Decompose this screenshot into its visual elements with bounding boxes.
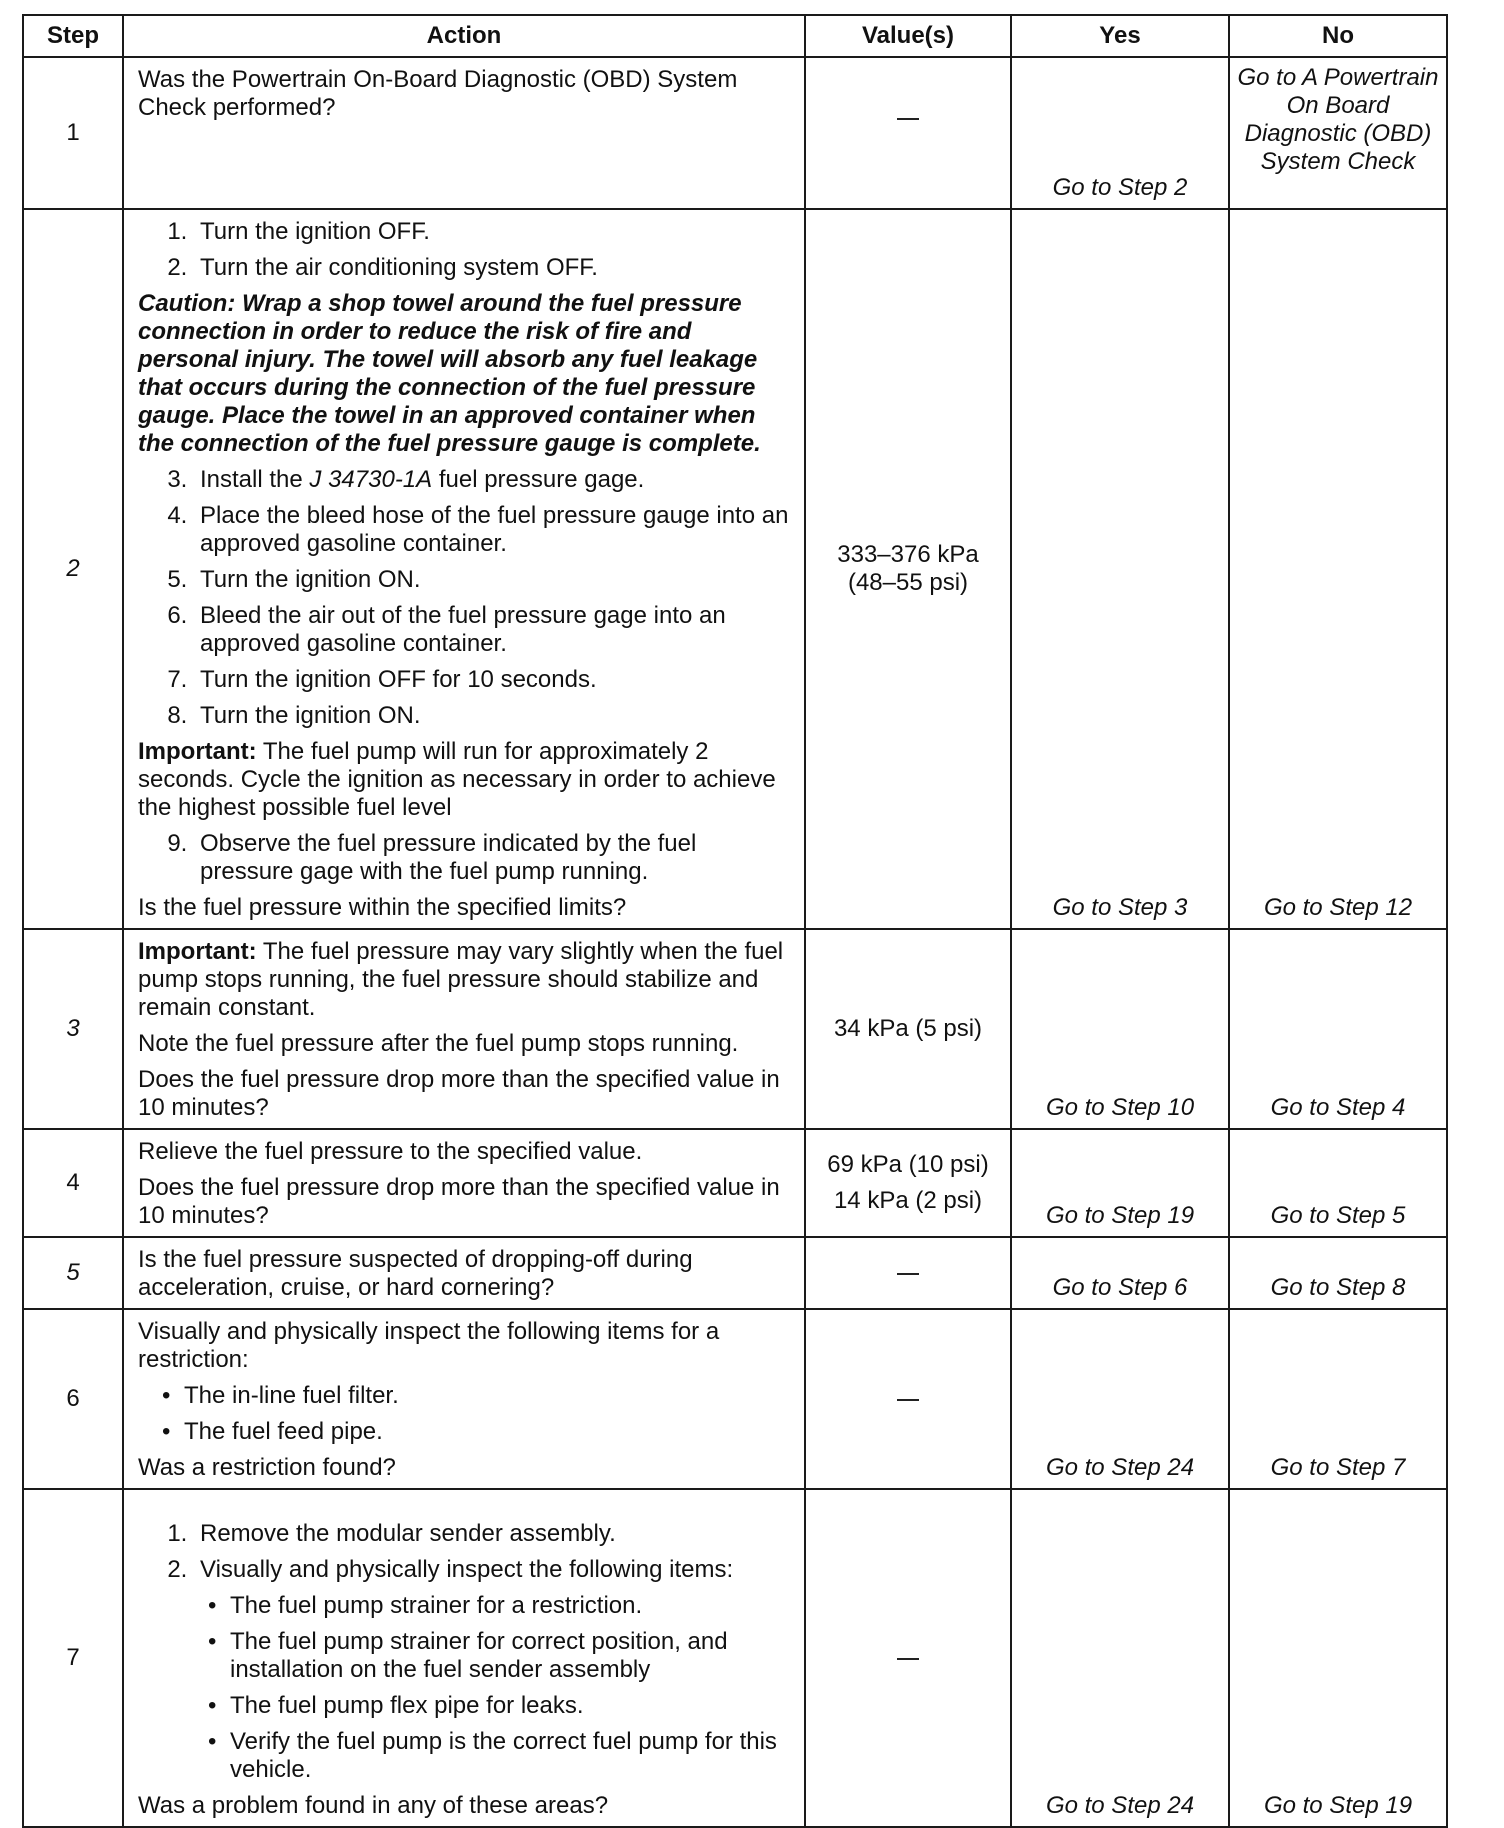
important-label: Important: bbox=[138, 938, 257, 965]
procedure-step: 5. Turn the ignition ON. bbox=[194, 566, 792, 594]
step-number: 7 bbox=[23, 1489, 123, 1827]
list-item: • The fuel pump strainer for correct position, and installation on the fuel sender assembly bbox=[230, 1628, 792, 1684]
list-item: • The in-line fuel filter. bbox=[184, 1382, 792, 1410]
procedure-step: 1. Remove the modular sender assembly. bbox=[194, 1520, 792, 1548]
action-cell bbox=[123, 1309, 805, 1489]
list-item: • The fuel feed pipe. bbox=[184, 1418, 792, 1446]
procedure-step: 4. Place the bleed hose of the fuel pressure gauge into an approved gasoline container. bbox=[194, 502, 792, 558]
no-cell[interactable] bbox=[1229, 57, 1447, 209]
yes-link[interactable]: Go to Step 24 bbox=[1011, 1489, 1229, 1827]
action-cell bbox=[123, 1129, 805, 1237]
value-cell bbox=[805, 209, 1011, 929]
table-row bbox=[23, 1489, 1447, 1827]
step-number: 2 bbox=[23, 209, 123, 929]
header-action: Action bbox=[123, 15, 805, 57]
action-instruction: Visually and physically inspect the following items for a restriction: bbox=[138, 1318, 720, 1373]
em-dash bbox=[897, 118, 919, 148]
no-link[interactable]: A Powertrain On Board Diagnostic (OBD) System Check bbox=[1244, 64, 1439, 175]
procedure-step: 8. Turn the ignition ON. bbox=[194, 702, 792, 730]
diagnostic-table bbox=[22, 14, 1448, 1828]
procedure-list bbox=[138, 1520, 792, 1584]
procedure-step bbox=[194, 466, 792, 494]
em-dash bbox=[897, 1399, 919, 1401]
em-dash bbox=[897, 1273, 919, 1275]
action-cell bbox=[123, 57, 805, 209]
list-item: • The fuel pump flex pipe for leaks. bbox=[230, 1692, 792, 1720]
em-dash bbox=[897, 1658, 919, 1660]
value-line: 333–376 kPa bbox=[837, 541, 979, 568]
tool-number: J 34730-1A bbox=[309, 466, 433, 493]
action-cell bbox=[123, 929, 805, 1129]
header-row bbox=[23, 15, 1447, 57]
important-text: The fuel pump will run for approximately 2 seconds. Cycle the ignition as necessary in order to achieve the highest possible fuel level bbox=[138, 738, 776, 821]
no-link[interactable]: Go to Step 19 bbox=[1229, 1489, 1447, 1827]
value-line: 69 kPa (10 psi) bbox=[827, 1151, 989, 1178]
value-cell bbox=[805, 1489, 1011, 1827]
action-note: Note the fuel pressure after the fuel pump stops running. bbox=[138, 1030, 739, 1057]
value-cell bbox=[805, 57, 1011, 209]
yes-link[interactable]: Go to Step 10 bbox=[1011, 929, 1229, 1129]
yes-link[interactable]: Go to Step 24 bbox=[1011, 1309, 1229, 1489]
step-number: 4 bbox=[23, 1129, 123, 1237]
yes-link[interactable]: Go to Step 3 bbox=[1011, 209, 1229, 929]
no-link[interactable]: Go to Step 12 bbox=[1229, 209, 1447, 929]
action-question: Is the fuel pressure suspected of dropping-off during acceleration, cruise, or hard cornering? bbox=[138, 1246, 693, 1301]
action-question: Was a restriction found? bbox=[138, 1454, 396, 1481]
table-row bbox=[23, 57, 1447, 209]
table-row bbox=[23, 929, 1447, 1129]
procedure-step: 9. Observe the fuel pressure indicated by the fuel pressure gage with the fuel pump running. bbox=[194, 830, 792, 886]
no-link[interactable]: Go to Step 5 bbox=[1229, 1129, 1447, 1237]
no-link[interactable]: Go to Step 4 bbox=[1229, 929, 1447, 1129]
action-question: Does the fuel pressure drop more than the specified value in 10 minutes? bbox=[138, 1174, 780, 1229]
procedure-step: 2. Turn the air conditioning system OFF. bbox=[194, 254, 792, 282]
value-line: (48–55 psi) bbox=[847, 569, 969, 596]
table-row bbox=[23, 1309, 1447, 1489]
value-cell: 34 kPa (5 psi) bbox=[805, 929, 1011, 1129]
no-link[interactable]: Go to Step 8 bbox=[1229, 1237, 1447, 1309]
header-step: Step bbox=[23, 15, 123, 57]
inspection-list bbox=[138, 1382, 792, 1446]
yes-link[interactable]: Go to Step 6 bbox=[1011, 1237, 1229, 1309]
yes-link[interactable]: Go to Step 19 bbox=[1011, 1129, 1229, 1237]
procedure-list bbox=[138, 830, 792, 886]
value-cell bbox=[805, 1237, 1011, 1309]
action-question: Is the fuel pressure within the specified limits? bbox=[138, 894, 627, 921]
inspection-list bbox=[138, 1592, 792, 1784]
table-row bbox=[23, 209, 1447, 929]
header-no: No bbox=[1229, 15, 1447, 57]
table-row bbox=[23, 1237, 1447, 1309]
step-number: 1 bbox=[23, 57, 123, 209]
step-number: 3 bbox=[23, 929, 123, 1129]
step-text: Visually and physically inspect the following items: bbox=[200, 1556, 734, 1583]
action-instruction: Relieve the fuel pressure to the specified value. bbox=[138, 1138, 643, 1165]
procedure-step bbox=[194, 1556, 792, 1584]
value-cell bbox=[805, 1129, 1011, 1237]
value-cell bbox=[805, 1309, 1011, 1489]
caution-note: Caution: Wrap a shop towel around the fuel pressure connection in order to reduce the risk of fire and personal injury. The towel will absorb any fuel leakage that occurs during the connection of the fuel pressure gauge. Place the towel in an approved container when the connection of the fuel pressure gauge is complete. bbox=[138, 290, 761, 457]
procedure-step: 1. Turn the ignition OFF. bbox=[194, 218, 792, 246]
action-question: Does the fuel pressure drop more than the specified value in 10 minutes? bbox=[138, 1066, 780, 1121]
value-line: 14 kPa (2 psi) bbox=[833, 1187, 983, 1214]
list-item: • The fuel pump strainer for a restriction. bbox=[230, 1592, 792, 1620]
procedure-step: 7. Turn the ignition OFF for 10 seconds. bbox=[194, 666, 792, 694]
procedure-step: 6. Bleed the air out of the fuel pressure gage into an approved gasoline container. bbox=[194, 602, 792, 658]
table-row bbox=[23, 1129, 1447, 1237]
yes-link[interactable]: Go to Step 2 bbox=[1011, 57, 1229, 209]
step-text: fuel pressure gage. bbox=[438, 466, 645, 493]
action-cell bbox=[123, 1237, 805, 1309]
action-question: Was a problem found in any of these areas? bbox=[138, 1792, 609, 1819]
header-values: Value(s) bbox=[805, 15, 1011, 57]
header-yes: Yes bbox=[1011, 15, 1229, 57]
step-text: Install the bbox=[200, 466, 303, 493]
important-note bbox=[138, 938, 792, 1022]
procedure-list bbox=[138, 218, 792, 282]
procedure-list bbox=[138, 466, 792, 730]
action-question: Was the Powertrain On-Board Diagnostic (OBD) System Check performed? bbox=[138, 66, 738, 121]
action-cell bbox=[123, 1489, 805, 1827]
step-number: 6 bbox=[23, 1309, 123, 1489]
important-text: The fuel pressure may vary slightly when the fuel pump stops running, the fuel pressure should stabilize and remain constant. bbox=[138, 938, 784, 1021]
no-link[interactable]: Go to Step 7 bbox=[1229, 1309, 1447, 1489]
action-cell bbox=[123, 209, 805, 929]
no-prefix: Go to bbox=[1237, 64, 1297, 91]
important-note bbox=[138, 738, 792, 822]
step-number: 5 bbox=[23, 1237, 123, 1309]
list-item: • Verify the fuel pump is the correct fuel pump for this vehicle. bbox=[230, 1728, 792, 1784]
important-label: Important: bbox=[138, 738, 257, 765]
